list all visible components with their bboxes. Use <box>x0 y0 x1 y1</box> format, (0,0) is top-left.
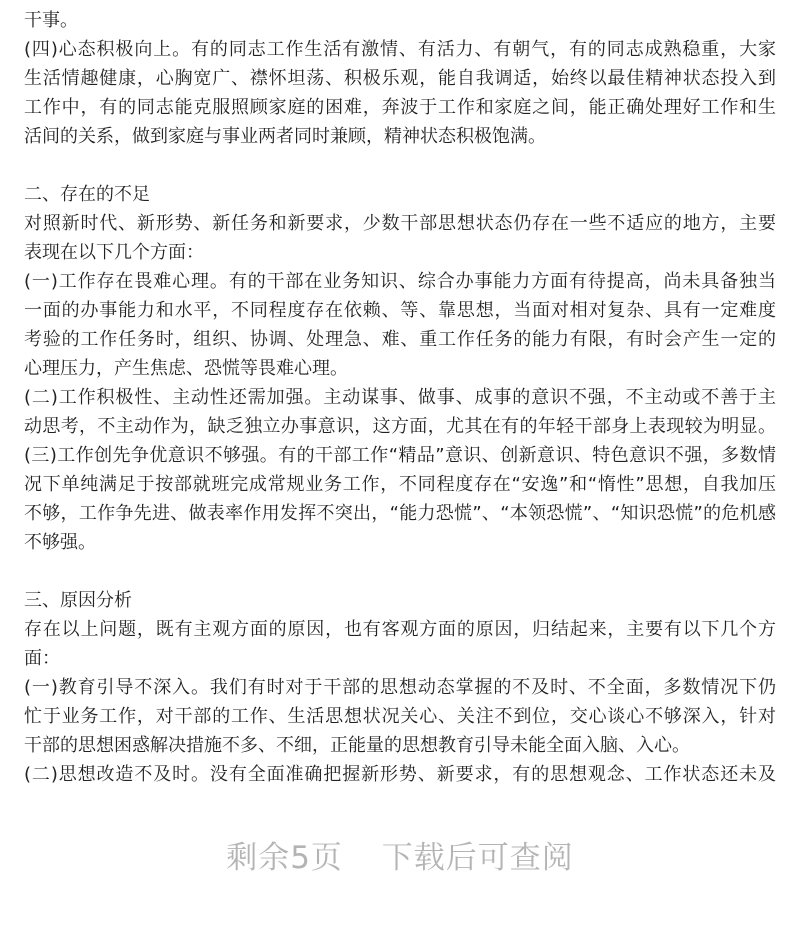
text-line: 面： <box>24 648 60 669</box>
text-line: 干部的思想困惑解决措施不多、不细，正能量的思想教育引导未能全面入脑、入心。 <box>24 735 690 756</box>
text-line: 存在以上问题，既有主观方面的原因，也有客观方面的原因，归结起来，主要有以下几个方 <box>24 619 776 640</box>
text-line: 不够，工作争先进、做表率作用发挥不突出，“能力恐慌”、“本领恐慌”、“知识恐慌”的危机感 <box>24 503 776 524</box>
section-heading: 二、存在的不足 <box>24 184 150 205</box>
text-line: (三)工作创先争优意识不够强。有的干部工作“精品”意识、创新意识、特色意识不强，多数情 <box>24 445 776 466</box>
text-line: 工作中，有的同志能克服照顾家庭的困难，奔波于工作和家庭之间，能正确处理好工作和生 <box>24 97 776 118</box>
text-line: (二)思想改造不及时。没有全面准确把握新形势、新要求，有的思想观念、工作状态还未及 <box>24 764 776 785</box>
text-line: 况下单纯满足于按部就班完成常规业务工作，不同程度存在“安逸”和“惰性”思想，自我加压 <box>24 474 776 495</box>
text-line: (一)教育引导不深入。我们有时对于干部的思想动态掌握的不及时、不全面，多数情况下仍 <box>24 677 776 698</box>
text-line: (一)工作存在畏难心理。有的干部在业务知识、综合办事能力方面有待提高，尚未具备独当 <box>24 271 776 292</box>
preview-limit-notice <box>0 832 800 877</box>
text-line: (四)心态积极向上。有的同志工作生活有激情、有活力、有朝气，有的同志成熟稳重，大家 <box>24 39 776 60</box>
text-line: 表现在以下几个方面： <box>24 242 204 263</box>
text-line: (二)工作积极性、主动性还需加强。主动谋事、做事、成事的意识不强，不主动或不善于主 <box>24 387 776 408</box>
text-line: 考验的工作任务时，组织、协调、处理急、难、重工作任务的能力有限，有时会产生一定的 <box>24 329 776 350</box>
text-line: 生活情趣健康，心胸宽广、襟怀坦荡、积极乐观，能自我调适，始终以最佳精神状态投入到 <box>24 68 776 89</box>
text-line: 干事。 <box>24 10 78 31</box>
text-line: 不够强。 <box>24 532 96 553</box>
text-line: 活间的关系，做到家庭与事业两者同时兼顾，精神状态积极饱满。 <box>24 126 546 147</box>
text-line: 一面的办事能力和水平，不同程度存在依赖、等、靠思想，当面对相对复杂、具有一定难度 <box>24 300 776 321</box>
text-line: 忙于业务工作，对干部的工作、生活思想状况关心、关注不到位，交心谈心不够深入，针对 <box>24 706 776 727</box>
text-line: 动思考，不主动作为，缺乏独立办事意识，这方面，尤其在有的年轻干部身上表现较为明显。 <box>24 416 776 437</box>
text-line: 对照新时代、新形势、新任务和新要求，少数干部思想状态仍存在一些不适应的地方，主要 <box>24 213 776 234</box>
text-line: 心理压力，产生焦虑、恐慌等畏难心理。 <box>24 358 348 379</box>
download-to-view-text: 下载后可查阅 <box>381 840 574 876</box>
remaining-pages-text: 剩余5页 <box>226 840 343 876</box>
section-heading: 三、原因分析 <box>24 590 132 611</box>
